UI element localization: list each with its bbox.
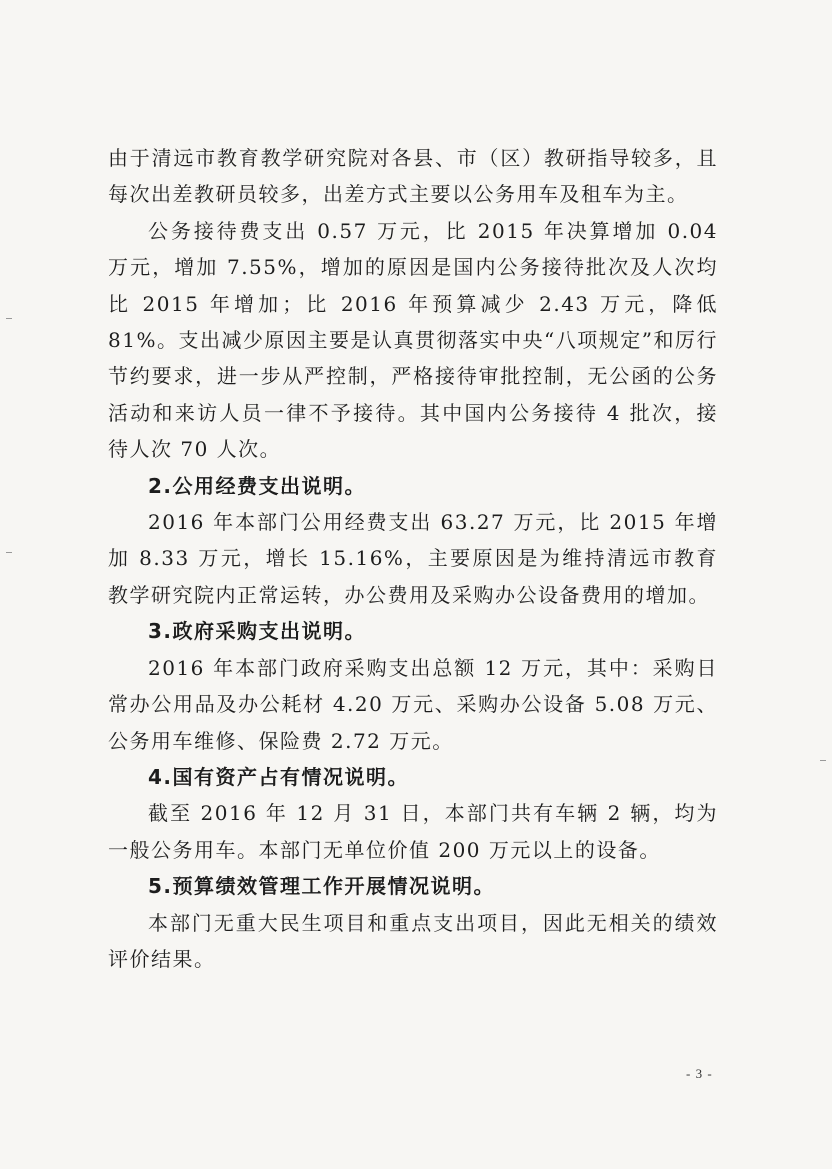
heading-assets: 4.国有资产占有情况说明。 bbox=[148, 764, 410, 789]
heading-procurement: 3.政府采购支出说明。 bbox=[148, 619, 367, 644]
paragraph-assets: 截至 2016 年 12 月 31 日，本部门共有车辆 2 辆，均为一般公务用车。本部门无单位价值 200 万元以上的设备。 bbox=[108, 801, 718, 862]
paragraph-public-expense: 2016 年本部门公用经费支出 63.27 万元，比 2015 年增加 8.33 万元，增长 15.16%，主要原因是为维持清远市教育教学研究院内正常运转，办公费用及采购办公设备费用的增加。 bbox=[108, 510, 718, 607]
heading-performance: 5.预算绩效管理工作开展情况说明。 bbox=[148, 874, 496, 899]
margin-mark bbox=[6, 552, 12, 553]
paragraph-procurement: 2016 年本部门政府采购支出总额 12 万元，其中：采购日常办公用品及办公耗材 4.20 万元、采购办公设备 5.08 万元、公务用车维修、保险费 2.72 万元。 bbox=[108, 655, 718, 753]
document-body bbox=[108, 140, 718, 977]
margin-mark bbox=[6, 318, 12, 319]
heading-public-expense: 2.公用经费支出说明。 bbox=[148, 473, 367, 498]
margin-mark bbox=[820, 760, 826, 761]
page-number: - 3 - bbox=[686, 1066, 713, 1081]
paragraph-performance: 本部门无重大民生项目和重点支出项目，因此无相关的绩效评价结果。 bbox=[108, 910, 718, 971]
paragraph-reception: 公务接待费支出 0.57 万元，比 2015 年决算增加 0.04 万元，增加 7.55%，增加的原因是国内公务接待批次及人次均比 2015 年增加；比 2016 年预算减少 2.43 万元，降低 81%。支出减少原因主要是认真贯彻落实中央“八项规定”和厉行节约要求，进一步从严控制，严格接待审批控制，无公函的公务活动和来访人员一律不予接待。其中国内公务接待 4 批次，接待人次 70 人次。 bbox=[108, 218, 718, 462]
paragraph-travel: 由于清远市教育教学研究院对各县、市（区）教研指导较多，且每次出差教研员较多，出差方式主要以公务用车及租车为主。 bbox=[108, 146, 718, 207]
